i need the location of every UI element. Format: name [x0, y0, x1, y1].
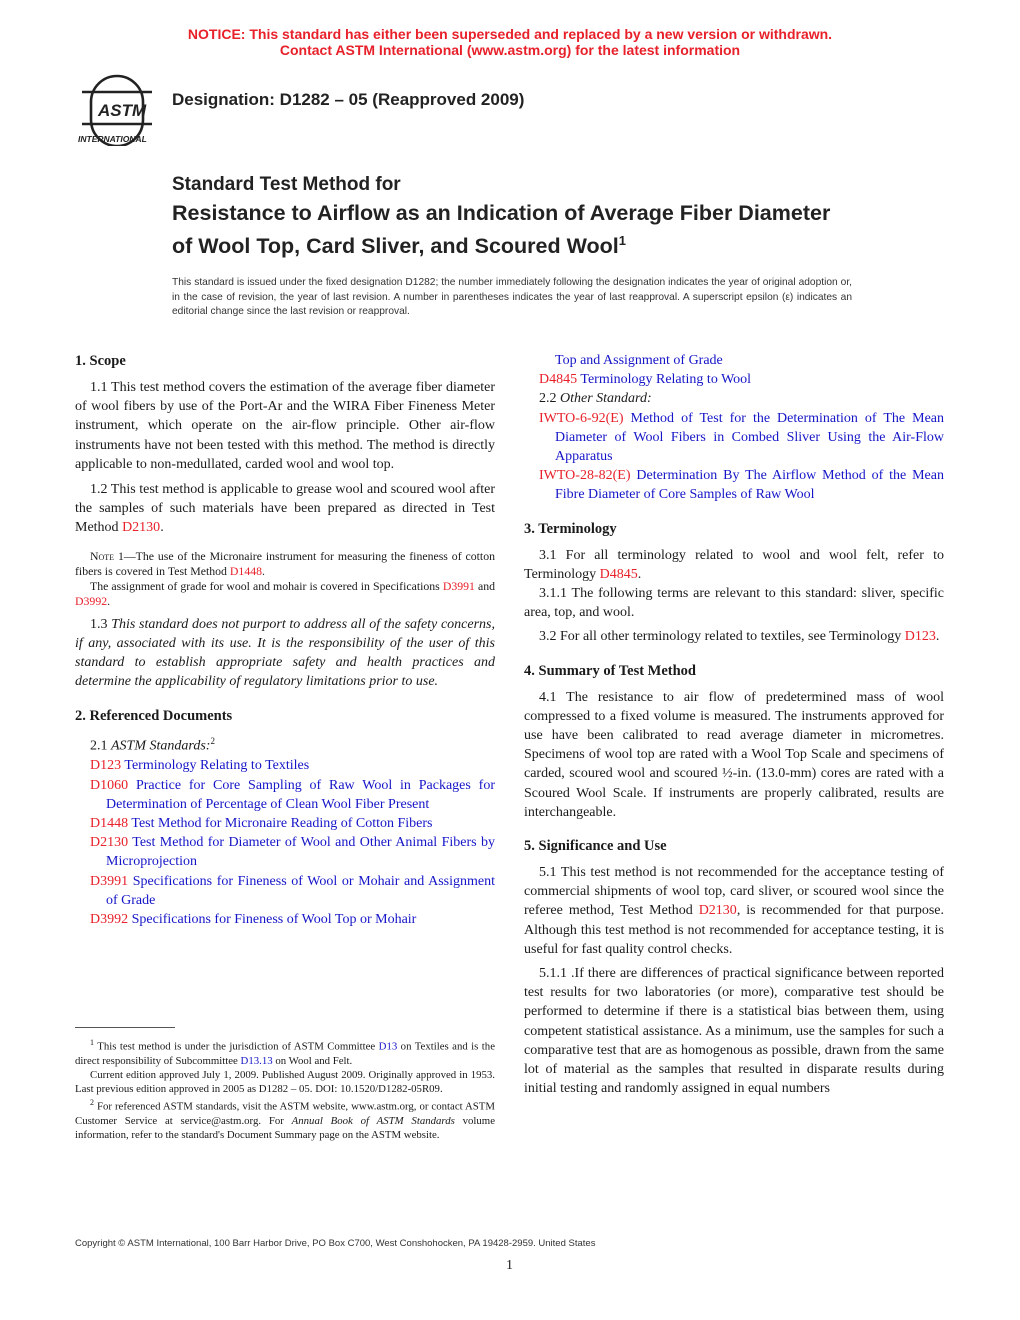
copyright: Copyright © ASTM International, 100 Barr Harbor Drive, PO Box C700, West Conshohocken, PA 19428-2959. United States	[75, 1238, 596, 1249]
paragraph-3-2	[524, 627, 944, 646]
paragraph-5-1	[524, 863, 944, 959]
note-grade-end: .	[107, 593, 111, 608]
footnote-2	[75, 1096, 495, 1142]
reference-title[interactable]: Determination By The Airflow Method of the Mean Fibre Diameter of Core Samples of Raw Wool	[555, 468, 944, 503]
reference-title[interactable]: Test Method for Micronaire Reading of Cotton Fibers	[128, 815, 433, 831]
reference-code[interactable]: D3991	[90, 873, 129, 889]
reference-item[interactable]	[75, 756, 495, 775]
footnotes	[75, 1036, 495, 1143]
paragraph-1-2-text: 1.2 This test method is applicable to grease wool and scoured wool after the samples of such materials have been prepared as directed in Test Method	[75, 482, 495, 536]
reference-code[interactable]: IWTO-28-82(E)	[539, 468, 631, 484]
note-grade-text: The assignment of grade for wool and mohair is covered in Specifications	[90, 578, 443, 593]
paragraph-3-1-1: 3.1.1 The following terms are relevant to this standard: sliver, specific area, top, and wool.	[524, 586, 944, 621]
link-d2130[interactable]: D2130	[122, 520, 161, 536]
subsection-other-standard	[524, 389, 944, 408]
note-1-label: Note 1	[90, 548, 124, 563]
designation: Designation: D1282 – 05 (Reapproved 2009)	[172, 90, 525, 109]
footnote-2-text-a: For referenced ASTM standards, visit the ASTM website, www.astm.org, or contact ASTM Customer Service at service@astm.org. For	[75, 1101, 495, 1128]
reference-item[interactable]	[75, 776, 495, 814]
footnote-1-text-b: on Textiles and is the direct responsibility of Subcommittee	[75, 1040, 496, 1067]
title-prefix: Standard Test Method for	[172, 174, 401, 195]
footnote-1-edition: Current edition approved July 1, 2009. Published August 2009. Originally approved in 1953. Last previous edition approved in 2005 as D1282 – 05. DOI: 10.1520/D1282-05R09.	[75, 1069, 495, 1096]
page-number: 1	[506, 1258, 513, 1273]
subsection-title: ASTM Standards:	[111, 739, 211, 755]
title-text: Resistance to Airflow as an Indication of Average Fiber Diameter of Wool Top, Card Sliver, and Scoured Wool	[172, 201, 831, 259]
reference-title[interactable]: Specifications for Fineness of Wool or Mohair and Assignment of Grade	[106, 873, 495, 908]
reference-code[interactable]: D2130	[90, 835, 129, 851]
paragraph-4-1: 4.1 The resistance to air flow of predetermined mass of wool compressed to a fixed volume is measured. The instruments approved for use have been calibrated to read average diameter in micrometres. Specimens of wool top are rated with a Wool Top Scale and specimens of carded, scoured wool and scoured ½-in. (13.0-mm) cores are rated with a Scoured Wool Scale. If instruments are properly calibrated, results are interchangeable.	[524, 689, 944, 820]
reference-item[interactable]	[75, 872, 495, 910]
title-footnote-mark[interactable]: 1	[618, 233, 626, 248]
right-column	[524, 351, 944, 1099]
reference-item[interactable]	[524, 466, 944, 504]
paragraph-1-3-text: This standard does not purport to address all of the safety concerns, if any, associated with its use. It is the responsibility of the user of this standard to establish appropriate safety and health practices and determine the applicability of regulatory limitations prior to use.	[75, 616, 496, 690]
paragraph-3-1-end: .	[637, 566, 642, 582]
link-d1448[interactable]: D1448	[229, 563, 263, 578]
footnote-2-mark: 2	[90, 1098, 94, 1108]
left-column	[75, 352, 495, 929]
link-d2130-significance[interactable]: D2130	[698, 903, 737, 919]
footnote-1-mark: 1	[90, 1038, 94, 1047]
footnote-mark-2[interactable]: 2	[210, 736, 215, 747]
section-heading-significance: 5. Significance and Use	[524, 838, 667, 855]
subsection-label: 2.1	[90, 739, 111, 755]
reference-code[interactable]: D4845	[539, 372, 578, 388]
paragraph-1-2-end: .	[160, 520, 164, 536]
paragraph-3-2-text: 3.2 For all other terminology related to textiles, see Terminology	[539, 629, 905, 645]
section-heading-summary: 4. Summary of Test Method	[524, 662, 696, 679]
paragraph-3-2-end: .	[935, 629, 940, 645]
note-1-text: —The use of the Micronaire instrument for measuring the fineness of cotton fibers is covered in Test Method	[75, 548, 496, 578]
reference-title[interactable]: Terminology Relating to Textiles	[121, 758, 310, 774]
notice-line-1: NOTICE: This standard has either been superseded and replaced by a new version or withdrawn.	[187, 26, 833, 42]
footnote-1-text-a: This test method is under the jurisdiction of ASTM Committee	[94, 1040, 379, 1053]
paragraph-1-3	[75, 615, 495, 692]
paragraph-3-1-text: 3.1 For all terminology related to wool and wool felt, refer to Terminology	[524, 547, 944, 582]
reference-title[interactable]: Method of Test for the Determination of The Mean Diameter of Wool Fibers in Combed Sliver Using the Air-Flow Apparatus	[555, 410, 944, 465]
subsection-label: 2.2	[539, 391, 560, 407]
link-subcommittee-d13-13[interactable]: D13.13	[240, 1054, 273, 1067]
logo-subtext: INTERNATIONAL	[78, 134, 147, 144]
reference-title[interactable]: Practice for Core Sampling of Raw Wool in Packages for Determination of Percentage of Clean Wool Fiber Present	[106, 777, 495, 812]
section-heading-referenced: 2. Referenced Documents	[75, 708, 233, 725]
reference-item[interactable]	[75, 814, 495, 833]
reference-code[interactable]: IWTO-6-92(E)	[539, 410, 624, 426]
preamble: This standard is issued under the fixed designation D1282; the number immediately following the designation indicates the year of original adoption or, in the case of revision, the year of last revision. A number in parentheses indicates the year of last reapproval. A superscript epsilon (ε) indicates an editorial change since the last revision or reapproval.	[172, 277, 852, 317]
subsection-astm-standards	[75, 732, 495, 756]
subsection-title: Other Standard:	[560, 391, 652, 407]
reference-code[interactable]: D123	[90, 758, 122, 774]
logo-text: ASTM	[98, 101, 147, 120]
reference-item[interactable]	[75, 833, 495, 871]
link-d4845[interactable]: D4845	[599, 566, 638, 582]
document-title	[172, 199, 832, 260]
link-d3992[interactable]: D3992	[75, 593, 108, 608]
astm-logo	[74, 72, 160, 146]
reference-code[interactable]: D1448	[90, 815, 129, 831]
astm-reference-list	[75, 756, 495, 929]
link-committee-d13[interactable]: D13	[378, 1040, 398, 1053]
reference-item[interactable]	[524, 409, 944, 467]
reference-title[interactable]: Specifications for Fineness of Wool Top or Mohair	[128, 911, 417, 927]
footnote-2-text-b: volume information, refer to the standard's Document Summary page on the ASTM website.	[75, 1115, 495, 1142]
paragraph-1-3-label: 1.3	[90, 616, 112, 632]
reference-item[interactable]	[75, 910, 495, 929]
reference-title[interactable]: Test Method for Diameter of Wool and Other Animal Fibers by Microprojection	[106, 835, 495, 870]
note-grade	[75, 579, 495, 609]
paragraph-5-1-1: 5.1.1 .If there are differences of practical significance between reported test results for two laboratories (or more), comparative test should be performed to determine if there is a statistical bias between them, using competent statistical assistance. As a minimum, use the samples for such a comparative test that are as homogenous as possible, drawn from the same lot of material as the samples that resulted in disparate results during initial testing and randomly assigned in equal numbers	[524, 966, 944, 1097]
footnote-2-italic: Annual Book of ASTM Standards	[291, 1115, 455, 1128]
note-1	[75, 549, 495, 579]
note-grade-and: and	[474, 578, 496, 593]
link-d3991[interactable]: D3991	[442, 578, 475, 593]
note-1-end: .	[262, 563, 265, 578]
section-heading-scope: 1. Scope	[75, 353, 126, 369]
notice-line-2: Contact ASTM International (www.astm.org) for the latest information	[279, 42, 741, 58]
reference-code[interactable]: D1060	[90, 777, 129, 793]
paragraph-5-1-text: 5.1 This test method is not recommended for the acceptance testing of commercial shipments of wool top, card sliver, or scoured wool since the referee method, Test Method	[524, 865, 944, 919]
section-heading-terminology: 3. Terminology	[524, 520, 617, 537]
paragraph-3-1	[524, 546, 944, 584]
reference-title[interactable]: Terminology Relating to Wool	[577, 372, 752, 388]
paragraph-5-1-end: , is recommended for that purpose. Although this test method is not recommended for acceptance testing, it is useful for fast quality control checks.	[524, 903, 944, 957]
footnote-divider	[75, 1027, 175, 1028]
reference-code[interactable]: D3992	[90, 911, 129, 927]
paragraph-1-1: 1.1 This test method covers the estimation of the average fiber diameter of wool fibers by use of the Port-Ar and the WIRA Fiber Fineness Meter instrument, which operate on the air-flow principle. Other air-flow instruments have not been tested with this method. The method is directly applicable to non-medullated, carded wool and wool top.	[75, 380, 495, 472]
reference-item-continued[interactable]: Top and Assignment of Grade	[555, 353, 723, 368]
reference-item[interactable]	[524, 370, 944, 389]
footnote-1-text-c: on Wool and Felt.	[272, 1054, 353, 1067]
footnote-1	[75, 1036, 495, 1068]
paragraph-1-2	[75, 480, 495, 538]
link-d123[interactable]: D123	[904, 629, 936, 645]
